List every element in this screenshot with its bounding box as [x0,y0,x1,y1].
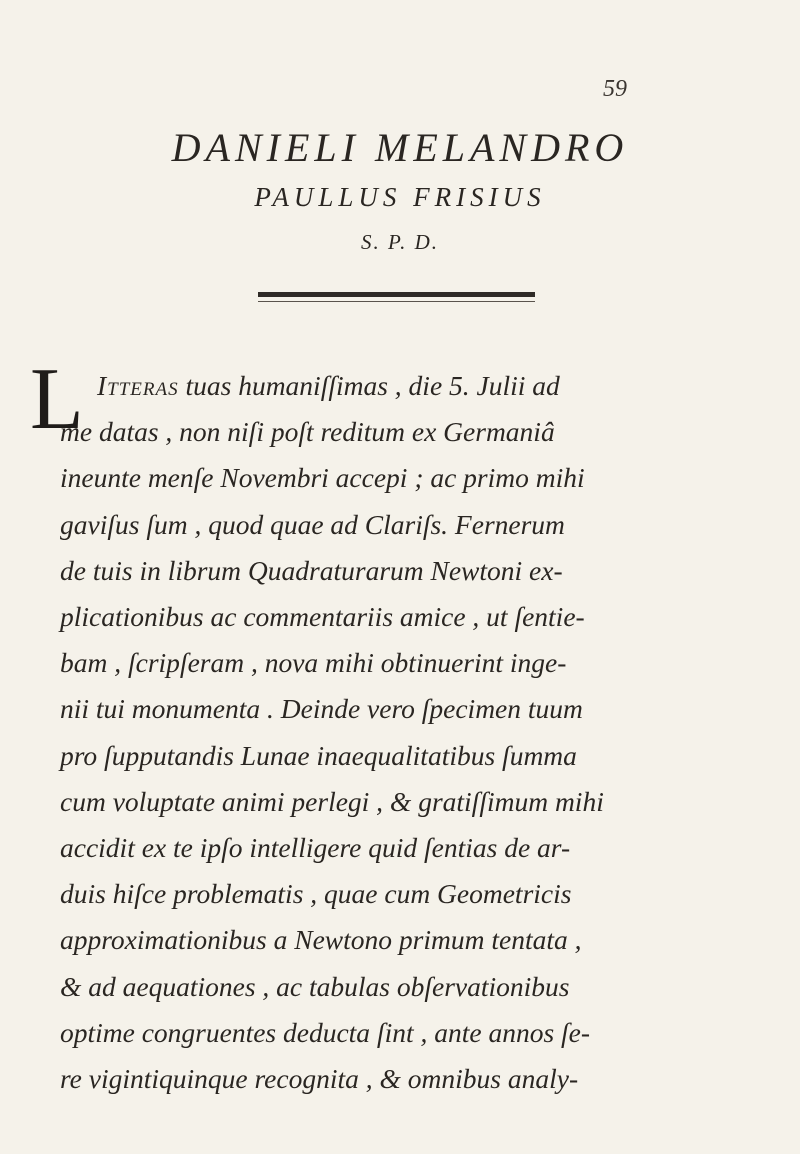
letter-line: duis hiſce problematis , quae cum Geometricis [60,878,572,910]
letter-line: de tuis in librum Quadraturarum Newtoni ex- [60,554,563,586]
letter-line: optime congruentes deducta ſint , ante annos ſe- [60,1016,591,1048]
letter-line: me datas , non niſi poſt reditum ex Germaniâ [60,416,555,448]
first-line-rest: tuas humaniſſimas , die 5. Julii ad [178,370,560,401]
letter-line: ineunte menſe Novembri accepi ; ac primo mihi [60,462,585,494]
first-word-smallcaps: Itteras [97,370,179,401]
page-number: 59 [603,76,627,102]
page-title: DANIELI MELANDRO [171,125,629,170]
ornamental-rule-thick [258,292,535,297]
letter-line: approximationibus a Newtono primum tentata , [60,924,582,956]
letter-line: bam , ſcripſeram , nova mihi obtinuerint inge- [60,647,567,679]
letter-line: nii tui monumenta . Deinde vero ſpecimen tuum [60,693,583,725]
letter-line: plicationibus ac commentariis amice , ut ſentie- [60,601,585,632]
letter-line: pro ſupputandis Lunae inaequalitatibus ſumma [60,739,577,771]
letter-line: cum voluptate animi perlegi , & gratiſſimum mihi [60,785,604,817]
drop-capital-initial: L [30,351,84,448]
letter-line: re vigintiquinque recognita , & omnibus analy- [60,1063,579,1094]
letter-line: accidit ex te ipſo intelligere quid ſentias de ar- [60,832,571,863]
salutation: S. P. D. [360,230,440,254]
letter-line: gaviſus ſum , quod quae ad Clariſs. Fernerum [60,508,565,540]
ornamental-rule-thin [258,301,535,302]
author-name: PAULLUS FRISIUS [254,182,546,212]
letter-line-1 [97,366,560,406]
letter-line: & ad aequationes , ac tabulas obſervationibus [60,970,570,1002]
